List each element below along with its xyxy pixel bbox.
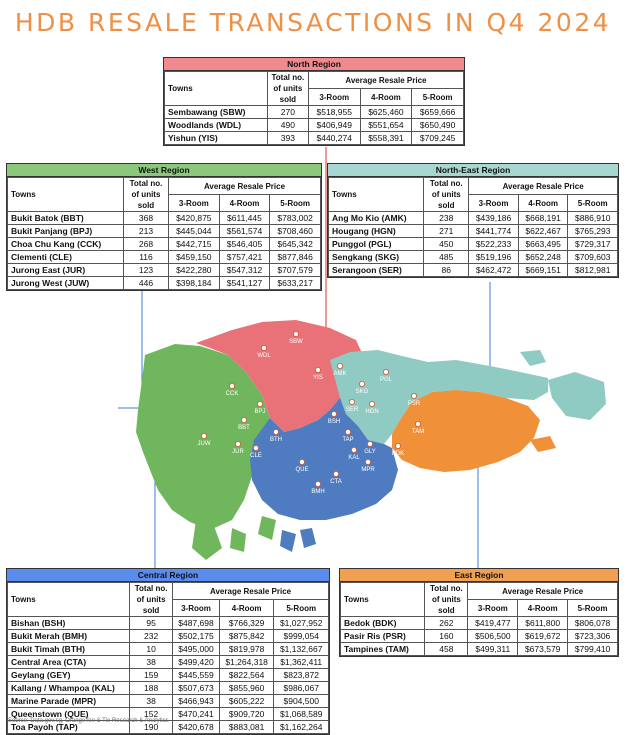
marker-dot	[253, 445, 258, 450]
r4-price-cell: $605,222	[219, 695, 274, 708]
table-row	[165, 132, 464, 145]
town-cell: Serangoon (SER)	[329, 264, 424, 277]
marker-dot	[201, 433, 206, 438]
town-cell: Tampines (TAM)	[341, 643, 425, 656]
east-region-title: East Region	[340, 569, 618, 582]
r4-price-cell: $875,842	[219, 630, 274, 643]
town-cell: Toa Payoh (TAP)	[8, 721, 130, 734]
town-cell: Bishan (BSH)	[8, 617, 130, 630]
town-cell: Central Area (CTA)	[8, 656, 130, 669]
marker-dot	[229, 383, 234, 388]
r5-price-cell: $709,245	[412, 132, 464, 145]
r3-price-cell: $506,500	[468, 630, 518, 643]
r3-price-cell: $499,420	[173, 656, 220, 669]
marker-label: SER	[345, 407, 359, 413]
units-cell: 10	[130, 643, 173, 656]
marker-label: HGN	[365, 409, 379, 415]
marker-label: CLE	[250, 453, 262, 459]
r4-header: 4-Room	[360, 89, 412, 106]
table-row	[329, 225, 618, 238]
r4-price-cell: $611,445	[219, 212, 270, 225]
r3-price-cell: $439,186	[469, 212, 519, 225]
town-cell: Queenstown (QUE)	[8, 708, 130, 721]
r4-header: 4-Room	[518, 195, 568, 212]
marker-dot	[369, 401, 374, 406]
marker-label: SKG	[355, 389, 369, 395]
west-leader-line	[118, 290, 142, 408]
r4-price-cell: $622,467	[518, 225, 568, 238]
marker-label: WDL	[257, 353, 271, 359]
r5-price-cell: $729,317	[568, 238, 618, 251]
r3-price-cell: $519,196	[469, 251, 519, 264]
r5-price-cell: $999,054	[274, 630, 329, 643]
r4-price-cell: $652,248	[518, 251, 568, 264]
town-cell: Sengkang (SKG)	[329, 251, 424, 264]
marker-dot	[411, 393, 416, 398]
r5-header: 5-Room	[568, 195, 618, 212]
table-row	[8, 695, 329, 708]
north-region-title: North Region	[164, 58, 464, 71]
r5-price-cell: $799,410	[568, 643, 618, 656]
units-cell: 188	[130, 682, 173, 695]
units-cell: 490	[267, 119, 308, 132]
r4-price-cell: $558,391	[360, 132, 412, 145]
r4-header: 4-Room	[219, 195, 270, 212]
table-row	[8, 277, 321, 290]
r4-price-cell: $766,329	[219, 617, 274, 630]
east-region-table	[339, 568, 619, 657]
town-cell: Ang Mo Kio (AMK)	[329, 212, 424, 225]
r5-price-cell: $650,490	[412, 119, 464, 132]
r5-price-cell: $659,666	[412, 106, 464, 119]
r4-price-cell: $551,654	[360, 119, 412, 132]
marker-dot	[395, 443, 400, 448]
units-cell: 458	[425, 643, 468, 656]
table-row	[8, 669, 329, 682]
marker-label: BPJ	[254, 409, 266, 415]
units-cell: 123	[123, 264, 168, 277]
r3-price-cell: $441,774	[469, 225, 519, 238]
town-cell: Woodlands (WDL)	[165, 119, 268, 132]
table-row	[329, 212, 618, 225]
town-cell: Yishun (YIS)	[165, 132, 268, 145]
town-cell: Bedok (BDK)	[341, 617, 425, 630]
r3-price-cell: $406,949	[308, 119, 360, 132]
r3-price-cell: $487,698	[173, 617, 220, 630]
units-cell: 159	[130, 669, 173, 682]
r5-price-cell: $723,306	[568, 630, 618, 643]
town-cell: Bukit Merah (BMH)	[8, 630, 130, 643]
town-cell: Sembawang (SBW)	[165, 106, 268, 119]
r5-header: 5-Room	[270, 195, 321, 212]
units-cell: 270	[267, 106, 308, 119]
marker-dot	[315, 481, 320, 486]
units-cell: 152	[130, 708, 173, 721]
r3-price-cell: $459,150	[168, 251, 219, 264]
marker-dot	[299, 459, 304, 464]
r5-price-cell: $904,500	[274, 695, 329, 708]
r5-price-cell: $1,362,411	[274, 656, 329, 669]
r5-price-cell: $806,078	[568, 617, 618, 630]
r3-price-cell: $507,673	[173, 682, 220, 695]
table-row	[8, 617, 329, 630]
units-cell: 450	[424, 238, 469, 251]
r4-price-cell: $611,800	[518, 617, 568, 630]
r3-price-cell: $502,175	[173, 630, 220, 643]
r3-header: 3-Room	[173, 600, 220, 617]
marker-dot	[351, 447, 356, 452]
r3-price-cell: $419,477	[468, 617, 518, 630]
r5-price-cell: $645,342	[270, 238, 321, 251]
marker-label: JUR	[232, 449, 244, 455]
town-cell: Hougang (HGN)	[329, 225, 424, 238]
towns-header: Towns	[341, 583, 425, 617]
marker-label: PGL	[379, 377, 393, 383]
r5-price-cell: $886,910	[568, 212, 618, 225]
units-cell: 38	[130, 656, 173, 669]
r5-price-cell: $1,027,952	[274, 617, 329, 630]
marker-dot	[315, 367, 320, 372]
table-row	[8, 630, 329, 643]
r4-price-cell: $909,720	[219, 708, 274, 721]
table-row	[329, 251, 618, 264]
northeast-region-title: North-East Region	[328, 164, 618, 177]
r3-price-cell: $420,875	[168, 212, 219, 225]
r5-price-cell: $1,132,667	[274, 643, 329, 656]
units-cell: 393	[267, 132, 308, 145]
units-header: Total no. of units sold	[424, 178, 469, 212]
units-cell: 95	[130, 617, 173, 630]
town-cell: Bukit Batok (BBT)	[8, 212, 124, 225]
northeast-region-table	[327, 163, 619, 278]
marker-label: BTH	[270, 437, 282, 443]
marker-label: QUE	[295, 467, 309, 473]
r5-price-cell: $633,217	[270, 277, 321, 290]
r5-price-cell: $877,846	[270, 251, 321, 264]
r3-price-cell: $522,233	[469, 238, 519, 251]
west-region-data	[7, 177, 321, 290]
town-cell: Choa Chu Kang (CCK)	[8, 238, 124, 251]
marker-label: MPR	[361, 467, 375, 473]
table-row	[341, 617, 618, 630]
marker-dot	[365, 459, 370, 464]
r5-price-cell: $783,002	[270, 212, 321, 225]
units-cell: 238	[424, 212, 469, 225]
marker-dot	[333, 471, 338, 476]
r4-price-cell: $547,312	[219, 264, 270, 277]
r5-price-cell: $812,981	[568, 264, 618, 277]
marker-label: BDK	[391, 451, 405, 457]
r4-price-cell: $619,672	[518, 630, 568, 643]
units-cell: 271	[424, 225, 469, 238]
r4-price-cell: $673,579	[518, 643, 568, 656]
table-row	[329, 264, 618, 277]
r3-price-cell: $495,000	[173, 643, 220, 656]
r3-price-cell: $462,472	[469, 264, 519, 277]
town-cell: Kallang / Whampoa (KAL)	[8, 682, 130, 695]
marker-dot	[367, 441, 372, 446]
units-cell: 446	[123, 277, 168, 290]
units-cell: 262	[425, 617, 468, 630]
units-cell: 86	[424, 264, 469, 277]
table-row	[8, 212, 321, 225]
units-header: Total no. of units sold	[130, 583, 173, 617]
r5-price-cell: $765,293	[568, 225, 618, 238]
units-cell: 485	[424, 251, 469, 264]
r5-header: 5-Room	[412, 89, 464, 106]
r4-price-cell: $669,151	[518, 264, 568, 277]
avg-price-header: Average Resale Price	[469, 178, 618, 195]
units-header: Total no. of units sold	[123, 178, 168, 212]
marker-dot	[235, 441, 240, 446]
r4-price-cell: $625,460	[360, 106, 412, 119]
units-cell: 190	[130, 721, 173, 734]
towns-header: Towns	[165, 72, 268, 106]
r4-price-cell: $819,978	[219, 643, 274, 656]
r4-price-cell: $663,495	[518, 238, 568, 251]
marker-label: YIS	[313, 375, 323, 381]
table-row	[329, 238, 618, 251]
marker-dot	[337, 363, 342, 368]
avg-price-header: Average Resale Price	[173, 583, 329, 600]
marker-label: GLY	[364, 449, 376, 455]
r5-header: 5-Room	[568, 600, 618, 617]
r4-price-cell: $541,127	[219, 277, 270, 290]
r3-price-cell: $440,274	[308, 132, 360, 145]
table-row	[165, 106, 464, 119]
r3-price-cell: $466,943	[173, 695, 220, 708]
r3-price-cell: $422,280	[168, 264, 219, 277]
north-region-data	[164, 71, 464, 145]
r4-price-cell: $668,191	[518, 212, 568, 225]
table-row	[165, 119, 464, 132]
page-title: HDB RESALE TRANSACTIONS IN Q4 2024	[14, 8, 612, 37]
r4-price-cell: $1,264,318	[219, 656, 274, 669]
r3-price-cell: $420,678	[173, 721, 220, 734]
r5-price-cell: $1,162,264	[274, 721, 329, 734]
r5-header: 5-Room	[274, 600, 329, 617]
units-cell: 116	[123, 251, 168, 264]
town-cell: Bukit Panjang (BPJ)	[8, 225, 124, 238]
r4-header: 4-Room	[219, 600, 274, 617]
r3-header: 3-Room	[168, 195, 219, 212]
units-cell: 213	[123, 225, 168, 238]
r5-price-cell: $707,579	[270, 264, 321, 277]
town-cell: Jurong West (JUW)	[8, 277, 124, 290]
units-header: Total no. of units sold	[267, 72, 308, 106]
table-row	[8, 238, 321, 251]
west-region-title: West Region	[7, 164, 321, 177]
r4-header: 4-Room	[518, 600, 568, 617]
marker-label: BSH	[327, 419, 341, 425]
r4-price-cell: $757,421	[219, 251, 270, 264]
marker-dot	[293, 331, 298, 336]
marker-label: CCK	[225, 391, 239, 397]
town-cell: Punggol (PGL)	[329, 238, 424, 251]
town-cell: Jurong East (JUR)	[8, 264, 124, 277]
marker-dot	[383, 369, 388, 374]
r3-header: 3-Room	[308, 89, 360, 106]
marker-label: TAM	[411, 429, 425, 435]
marker-label: TAP	[342, 437, 354, 443]
r5-price-cell: $708,460	[270, 225, 321, 238]
r4-price-cell: $822,564	[219, 669, 274, 682]
units-cell: 368	[123, 212, 168, 225]
r5-price-cell: $709,603	[568, 251, 618, 264]
central-region-title: Central Region	[7, 569, 329, 582]
table-row	[8, 225, 321, 238]
marker-label: CTA	[330, 479, 342, 485]
towns-header: Towns	[8, 178, 124, 212]
marker-dot	[241, 417, 246, 422]
marker-dot	[345, 429, 350, 434]
source-note: Source: Data.gov.sg, OrangeTee & Tie Research & Analytics	[8, 718, 169, 724]
r3-header: 3-Room	[468, 600, 518, 617]
table-row	[8, 643, 329, 656]
r3-price-cell: $445,559	[173, 669, 220, 682]
town-cell: Clementi (CLE)	[8, 251, 124, 264]
avg-price-header: Average Resale Price	[468, 583, 618, 600]
marker-dot	[331, 411, 336, 416]
town-cell: Marine Parade (MPR)	[8, 695, 130, 708]
units-cell: 160	[425, 630, 468, 643]
r3-price-cell: $470,241	[173, 708, 220, 721]
units-cell: 38	[130, 695, 173, 708]
marker-dot	[359, 381, 364, 386]
marker-dot	[415, 421, 420, 426]
marker-dot	[349, 399, 354, 404]
marker-dot	[257, 401, 262, 406]
r3-price-cell: $445,044	[168, 225, 219, 238]
units-cell: 232	[130, 630, 173, 643]
table-row	[341, 643, 618, 656]
town-cell: Bukit Timah (BTH)	[8, 643, 130, 656]
r5-price-cell: $986,067	[274, 682, 329, 695]
towns-header: Towns	[8, 583, 130, 617]
r3-header: 3-Room	[469, 195, 519, 212]
r5-price-cell: $1,068,589	[274, 708, 329, 721]
units-cell: 268	[123, 238, 168, 251]
town-cell: Geylang (GEY)	[8, 669, 130, 682]
r4-price-cell: $546,405	[219, 238, 270, 251]
towns-header: Towns	[329, 178, 424, 212]
table-row	[341, 630, 618, 643]
marker-label: AMK	[333, 371, 347, 377]
r5-price-cell: $823,872	[274, 669, 329, 682]
r4-price-cell: $855,960	[219, 682, 274, 695]
northeast-region-data	[328, 177, 618, 277]
table-row	[8, 251, 321, 264]
marker-label: PSR	[407, 401, 421, 407]
table-row	[8, 264, 321, 277]
marker-label: JUW	[197, 441, 211, 447]
r4-price-cell: $883,081	[219, 721, 274, 734]
table-row	[8, 656, 329, 669]
west-region-table	[6, 163, 322, 291]
marker-label: BBT	[238, 425, 250, 431]
marker-dot	[261, 345, 266, 350]
r3-price-cell: $398,184	[168, 277, 219, 290]
table-row	[8, 682, 329, 695]
town-cell: Pasir Ris (PSR)	[341, 630, 425, 643]
marker-label: KAL	[348, 455, 360, 461]
avg-price-header: Average Resale Price	[308, 72, 463, 89]
central-region-data	[7, 582, 329, 734]
r3-price-cell: $518,955	[308, 106, 360, 119]
central-region-table	[6, 568, 330, 735]
marker-label: BMH	[311, 489, 325, 495]
marker-dot	[273, 429, 278, 434]
marker-label: SBW	[289, 339, 303, 345]
r3-price-cell: $499,311	[468, 643, 518, 656]
r3-price-cell: $442,715	[168, 238, 219, 251]
east-region-data	[340, 582, 618, 656]
r4-price-cell: $561,574	[219, 225, 270, 238]
units-header: Total no. of units sold	[425, 583, 468, 617]
avg-price-header: Average Resale Price	[168, 178, 320, 195]
north-region-table	[163, 57, 465, 146]
